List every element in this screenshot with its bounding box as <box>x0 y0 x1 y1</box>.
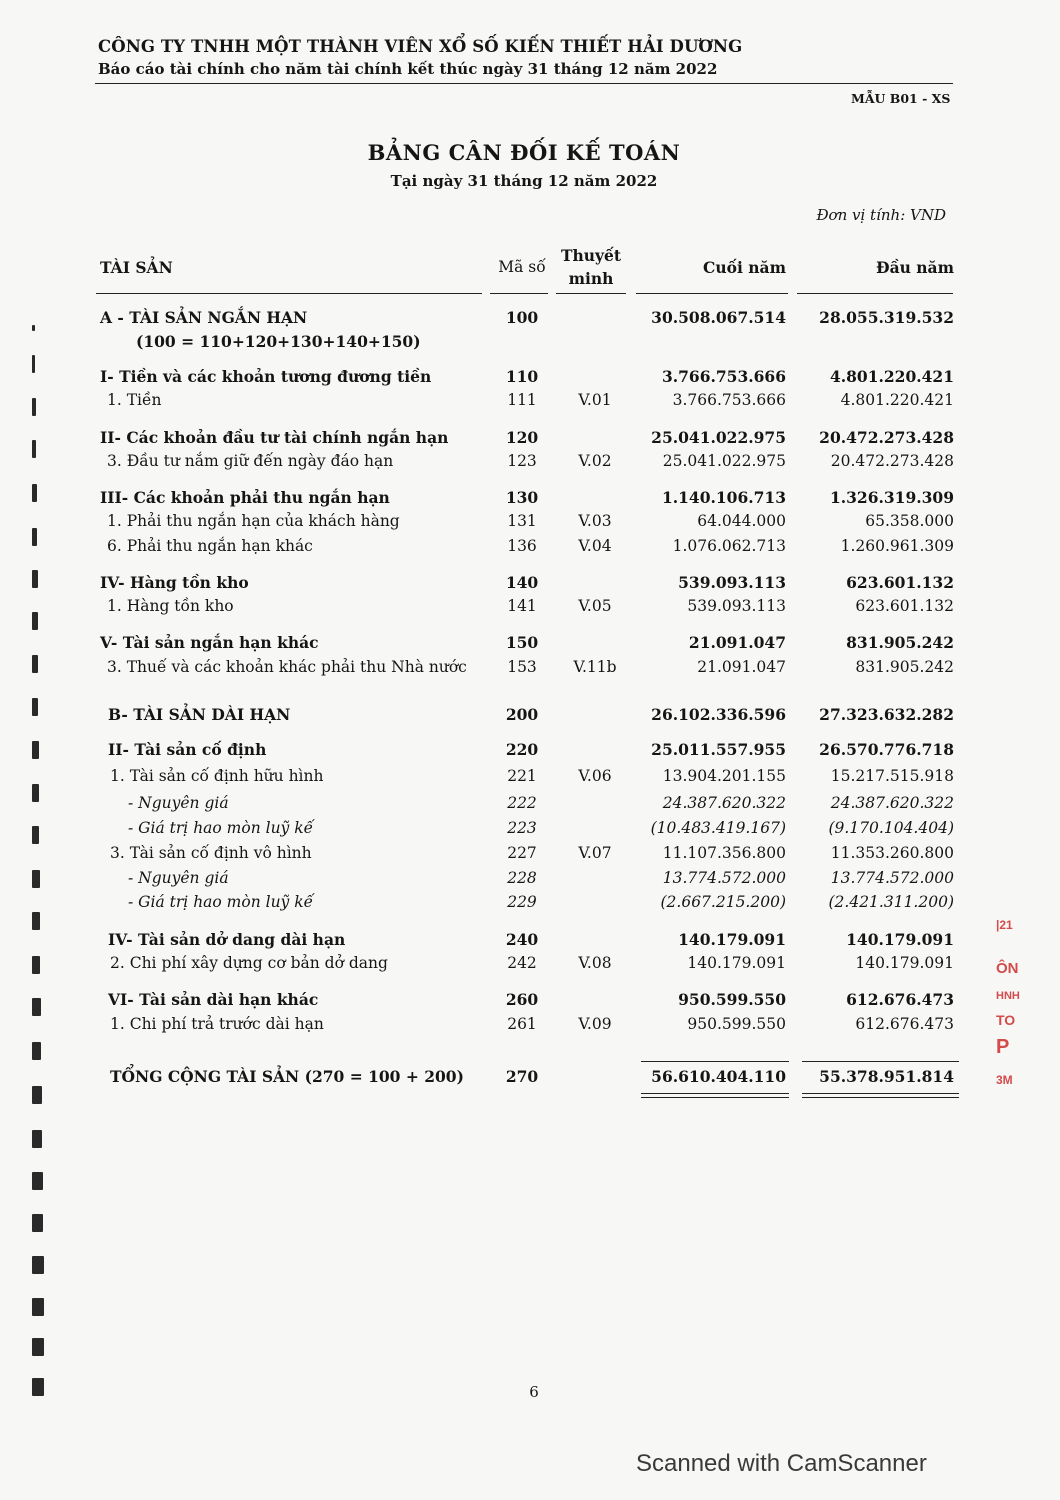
table-row <box>0 954 1060 978</box>
row-label: VI- Tài sản dài hạn khác <box>108 990 319 1009</box>
row-code: 140 <box>505 573 539 592</box>
row-code: 111 <box>507 391 537 409</box>
row-begin-value: 27.323.632.282 <box>819 705 954 724</box>
row-begin-value: 4.801.220.421 <box>829 367 954 386</box>
row-label: III- Các khoản phải thu ngắn hạn <box>100 488 390 507</box>
row-end-value: 24.387.620.322 <box>662 794 786 812</box>
row-begin-value: 15.217.515.918 <box>830 767 954 785</box>
row-code: 220 <box>505 740 539 759</box>
table-row <box>0 633 1060 657</box>
row-label: IV- Hàng tồn kho <box>100 573 249 592</box>
row-begin-value: 831.905.242 <box>846 633 954 652</box>
row-begin-value: 140.179.091 <box>846 930 954 949</box>
header-underline-assets <box>96 293 482 294</box>
column-header-code: Mã số <box>498 258 546 276</box>
row-begin-value: (9.170.104.404) <box>828 819 954 837</box>
row-code: 150 <box>505 633 539 652</box>
row-begin-value: 20.472.273.428 <box>819 428 954 447</box>
table-row <box>0 488 1060 512</box>
row-label: II- Tài sản cố định <box>108 740 267 759</box>
table-row <box>0 844 1060 868</box>
row-note: V.07 <box>578 844 612 862</box>
column-header-beginning-of-year: Đầu năm <box>876 258 954 277</box>
table-row <box>0 893 1060 917</box>
row-begin-value: 831.905.242 <box>855 658 954 676</box>
row-note: V.05 <box>578 597 612 615</box>
row-label: 1. Tiền <box>107 391 162 409</box>
row-end-value: 3.766.753.666 <box>672 391 786 409</box>
table-row <box>0 819 1060 843</box>
row-label: 3. Thuế và các khoản khác phải thu Nhà nước <box>107 658 467 676</box>
row-begin-value: 140.179.091 <box>855 954 954 972</box>
row-begin-value: 1.326.319.309 <box>829 488 954 507</box>
header-divider <box>95 83 953 84</box>
header-underline-code <box>490 293 548 294</box>
row-begin-value: 24.387.620.322 <box>830 794 954 812</box>
currency-unit: Đơn vị tính: VND <box>816 206 946 224</box>
column-header-assets: TÀI SẢN <box>100 258 173 277</box>
row-end-value: 140.179.091 <box>687 954 786 972</box>
total-double-line-end-1 <box>641 1093 789 1094</box>
row-label: - Nguyên giá <box>128 794 229 812</box>
row-code: 141 <box>507 597 537 615</box>
row-code: 229 <box>507 893 537 911</box>
row-code: 131 <box>507 512 537 530</box>
row-label: - Nguyên giá <box>128 869 229 887</box>
row-note: V.01 <box>578 391 612 409</box>
column-header-note-line1: Thuyết <box>560 246 622 265</box>
table-row <box>0 767 1060 791</box>
row-note: V.06 <box>578 767 612 785</box>
table-row <box>0 512 1060 536</box>
row-end-value: 13.774.572.000 <box>662 869 786 887</box>
row-label: IV- Tài sản dở dang dài hạn <box>108 930 346 949</box>
row-code: 123 <box>507 452 537 470</box>
page-number: 6 <box>529 1383 539 1401</box>
report-title: BẢNG CÂN ĐỐI KẾ TOÁN <box>367 140 681 165</box>
form-code: MẪU B01 - XS <box>851 91 951 106</box>
table-row <box>0 930 1060 954</box>
row-end-value: 30.508.067.514 <box>651 308 786 327</box>
table-row <box>0 869 1060 893</box>
row-begin-value: 4.801.220.421 <box>840 391 954 409</box>
row-note: V.09 <box>578 1015 612 1033</box>
row-end-value: 950.599.550 <box>678 990 786 1009</box>
row-code: 130 <box>505 488 539 507</box>
row-end-value: 21.091.047 <box>697 658 786 676</box>
table-row <box>0 391 1060 415</box>
row-begin-value: 13.774.572.000 <box>830 869 954 887</box>
header-underline-begin <box>797 293 953 294</box>
row-label: I- Tiền và các khoản tương đương tiền <box>100 367 432 386</box>
header-underline-end <box>636 293 788 294</box>
row-label: 1. Hàng tồn kho <box>107 597 234 615</box>
row-end-value: 539.093.113 <box>678 573 786 592</box>
row-end-value: (10.483.419.167) <box>650 819 786 837</box>
row-end-value: 1.076.062.713 <box>672 537 786 555</box>
row-note: V.11b <box>573 658 617 676</box>
row-end-value: 950.599.550 <box>687 1015 786 1033</box>
seal-stamp: |21 ÔN HNH TO P 3M <box>996 918 1020 1087</box>
table-row <box>0 367 1060 391</box>
row-end-value: (2.667.215.200) <box>660 893 786 911</box>
row-end-value: 25.041.022.975 <box>662 452 786 470</box>
row-begin-value: 623.601.132 <box>846 573 954 592</box>
row-end-value: 140.179.091 <box>678 930 786 949</box>
report-subtitle: Báo cáo tài chính cho năm tài chính kết thúc ngày 31 tháng 12 năm 2022 <box>98 60 718 78</box>
row-code: 222 <box>507 794 537 812</box>
row-label: 1. Phải thu ngắn hạn của khách hàng <box>107 512 400 530</box>
row-label: V- Tài sản ngắn hạn khác <box>100 633 319 652</box>
table-row <box>0 332 1060 356</box>
table-row <box>0 537 1060 561</box>
row-code: 221 <box>507 767 537 785</box>
row-code: 200 <box>505 705 539 724</box>
row-label: 1. Tài sản cố định hữu hình <box>110 767 324 785</box>
row-code: 260 <box>505 990 539 1009</box>
row-begin-value: 55.378.951.814 <box>819 1067 954 1086</box>
company-name: CÔNG TY TNHH MỘT THÀNH VIÊN XỔ SỐ KIẾN THIẾT HẢI DƯƠNG <box>98 37 743 56</box>
row-note: V.04 <box>578 537 612 555</box>
table-row <box>0 740 1060 764</box>
row-note: V.02 <box>578 452 612 470</box>
total-double-line-end-2 <box>641 1097 789 1098</box>
row-label: 3. Đầu tư nắm giữ đến ngày đáo hạn <box>107 452 394 470</box>
row-code: 136 <box>507 537 537 555</box>
row-begin-value: 65.358.000 <box>865 512 954 530</box>
total-double-line-begin-2 <box>802 1097 959 1098</box>
row-code: 242 <box>507 954 537 972</box>
row-code: 223 <box>507 819 537 837</box>
row-code: 270 <box>505 1067 539 1086</box>
row-code: 100 <box>505 308 539 327</box>
row-label: A - TÀI SẢN NGẮN HẠN <box>100 308 308 327</box>
row-begin-value: (2.421.311.200) <box>828 893 954 911</box>
row-code: 120 <box>505 428 539 447</box>
table-row <box>0 990 1060 1014</box>
row-label: 1. Chi phí trả trước dài hạn <box>110 1015 324 1033</box>
row-label: TỔNG CỘNG TÀI SẢN (270 = 100 + 200) <box>110 1067 464 1086</box>
row-code: 227 <box>507 844 537 862</box>
row-end-value: 26.102.336.596 <box>651 705 786 724</box>
column-header-note-line2: minh <box>568 269 614 288</box>
total-top-line-begin <box>802 1061 959 1062</box>
row-begin-value: 1.260.961.309 <box>840 537 954 555</box>
table-row <box>0 452 1060 476</box>
row-begin-value: 26.570.776.718 <box>819 740 954 759</box>
table-row <box>0 597 1060 621</box>
row-end-value: 56.610.404.110 <box>651 1067 786 1086</box>
row-code: 153 <box>507 658 537 676</box>
table-row <box>0 573 1060 597</box>
row-label: 6. Phải thu ngắn hạn khác <box>107 537 313 555</box>
row-end-value: 11.107.356.800 <box>662 844 786 862</box>
row-label: - Giá trị hao mòn luỹ kế <box>128 893 314 911</box>
total-top-line-end <box>641 1061 789 1062</box>
row-code: 228 <box>507 869 537 887</box>
table-row <box>0 428 1060 452</box>
row-end-value: 13.904.201.155 <box>662 767 786 785</box>
row-begin-value: 11.353.260.800 <box>830 844 954 862</box>
row-end-value: 64.044.000 <box>697 512 786 530</box>
row-begin-value: 28.055.319.532 <box>819 308 954 327</box>
report-date: Tại ngày 31 tháng 12 năm 2022 <box>390 172 658 190</box>
row-begin-value: 623.601.132 <box>855 597 954 615</box>
table-row <box>0 658 1060 682</box>
row-end-value: 21.091.047 <box>688 633 786 652</box>
row-label: (100 = 110+120+130+140+150) <box>136 332 421 351</box>
header-underline-note <box>556 293 626 294</box>
row-code: 261 <box>507 1015 537 1033</box>
row-note: V.03 <box>578 512 612 530</box>
row-end-value: 25.041.022.975 <box>651 428 786 447</box>
scanner-watermark: Scanned with CamScanner <box>636 1450 927 1477</box>
row-label: 3. Tài sản cố định vô hình <box>110 844 312 862</box>
row-end-value: 3.766.753.666 <box>661 367 786 386</box>
row-end-value: 25.011.557.955 <box>651 740 786 759</box>
row-label: II- Các khoản đầu tư tài chính ngắn hạn <box>100 428 449 447</box>
table-row <box>0 1015 1060 1039</box>
row-label: 2. Chi phí xây dựng cơ bản dở dang <box>110 954 388 972</box>
table-row-total <box>0 1067 1060 1091</box>
row-begin-value: 612.676.473 <box>846 990 954 1009</box>
table-row <box>0 794 1060 818</box>
row-code: 240 <box>505 930 539 949</box>
table-row <box>0 308 1060 332</box>
total-double-line-begin-1 <box>802 1093 959 1094</box>
row-begin-value: 20.472.273.428 <box>830 452 954 470</box>
row-note: V.08 <box>578 954 612 972</box>
table-row <box>0 705 1060 729</box>
row-end-value: 1.140.106.713 <box>661 488 786 507</box>
row-end-value: 539.093.113 <box>687 597 786 615</box>
row-code: 110 <box>505 367 539 386</box>
row-label: B- TÀI SẢN DÀI HẠN <box>108 705 291 724</box>
row-begin-value: 612.676.473 <box>855 1015 954 1033</box>
row-label: - Giá trị hao mòn luỹ kế <box>128 819 314 837</box>
column-header-end-of-year: Cuối năm <box>703 258 786 277</box>
